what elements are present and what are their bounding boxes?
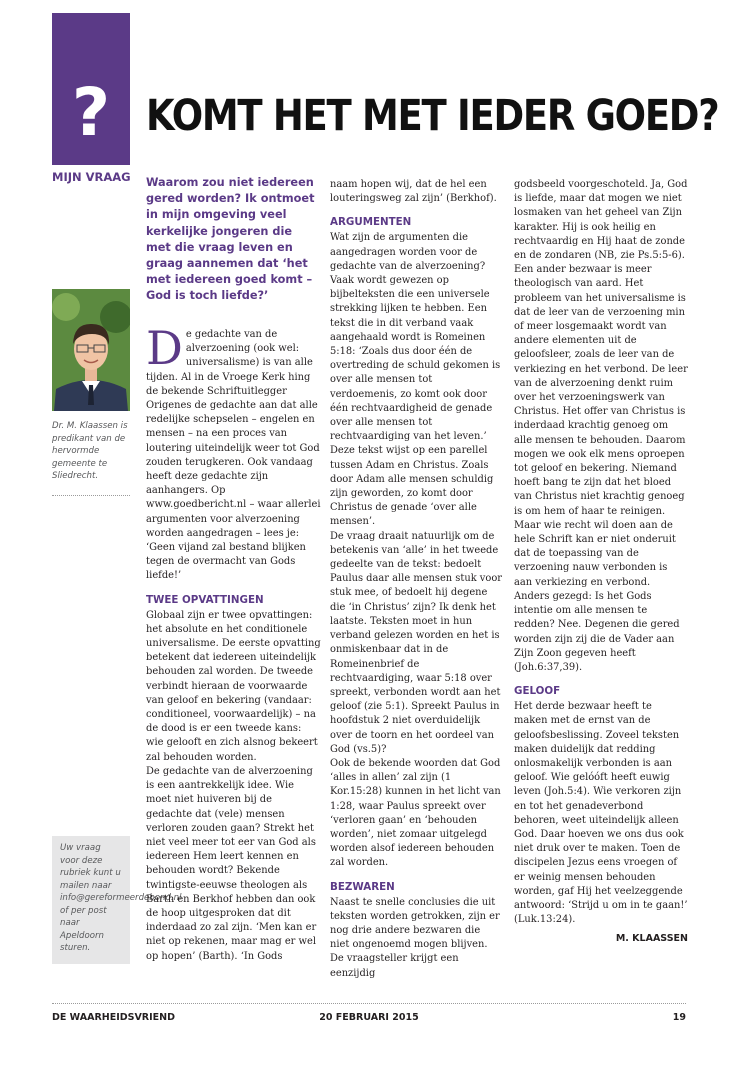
paragraph: naam hopen wij, dat de hel een louteringsweg zal zijn’ (Berkhof). (330, 179, 497, 205)
article-column-3 (514, 178, 688, 947)
mail-note-box (52, 836, 182, 964)
mail-note: Uw vraag voor deze rubriek kunt u mailen naar info@gereformeerdebond.nl of per post naar Apeldoorn sturen. (60, 843, 182, 953)
article-column-2 (330, 178, 502, 981)
article-title: KOMT HET MET IEDER GOED? (146, 91, 719, 141)
sidebar-divider (52, 495, 130, 496)
paragraph-opening: De gedachte van de alverzoening (ook wel: universalisme) is van alle tijden. Al in de Vroege Kerk hing de bekende Schriftuitlegger Origenes de gedachte aan dat alle redelijke schepselen – engelen en mensen – na een proces van loutering uiteindelijk weer tot God zouden terugkeren. Ook vandaag heeft deze gedachte zijn aanhangers. Op www.goedbericht.nl – waar allerlei argumenten voor alverzoening worden aangedragen – lees je: ‘Geen vijand zal bestand blijken tegen de overmacht van Gods liefde!’ (146, 321, 321, 582)
footer-divider (52, 1003, 686, 1004)
photo-caption: Dr. M. Klaassen is predikant van de hervormde gemeente te Sliedrecht. (52, 421, 128, 481)
heading-geloof: GELOOF (514, 685, 561, 698)
author-signature: M. KLAASSEN (615, 933, 688, 945)
paragraph: Maar wie recht wil doen aan de hele Schrift kan er niet onderuit dat de toepassing van de verzoening nauw verbonden is aan verkiezing en verbond. Anders gezegd: Is het Gods intentie om alle mensen te redden? Nee. Degenen die gered worden zijn zij die de Vader aan Zijn Zoon gegeven heeft (Joh.6:37,39). (514, 519, 680, 673)
heading-bezwaren: BEZWAREN (330, 880, 395, 893)
paragraph: Wat zijn de argumenten die aangedragen worden voor de gedachte van de alverzoening? Vaak wordt gewezen op bijbelteksten die een universele strekking lijken te hebben. Een tekst die in dit verband vaak aangehaald wordt is Romeinen 5:18: ‘Zoals dus door één de overtreding de schuld gekomen is over alle mensen tot verdoemenis, zo komt ook door één rechtvaardigheid de genade over alle mensen tot rechtvaardiging van het leven.’ Deze tekst wijst op een parellel tussen Adam en Christus. Zoals door Adam alle mensen schuldig zijn geworden, zo komt door Christus de genade ‘over alle mensen’. (330, 232, 501, 528)
page-number: 19 (672, 1012, 686, 1023)
footer-magazine: DE WAARHEIDSVRIEND (52, 1012, 175, 1023)
paragraph: Het derde bezwaar heeft te maken met de ernst van de geloofsbeslissing. Zoveel teksten maken duidelijk dat redding onlosmakelijk verbonden is aan geloof. Wie gelóóft heeft euwig leven (Joh.5:4). Wie verkoren zijn en tot het genadeverbond behoren, weet uiteindelijk alleen God. Daar hoeven we ons dus ook niet druk over te maken. Toen de discipelen Jezus eens vroegen of er weinig mensen behouden worden, gaf Hij het veelzeggende antwoord: ‘Strijd u om in te gaan!’ (Luk.13:24). (514, 701, 688, 926)
paragraph: Naast te snelle conclusies die uit teksten worden getrokken, zijn er nog drie andere bezwaren die niet ongenoemd mogen blijven. De vraagsteller krijgt een eenzijdig (330, 896, 500, 979)
drop-cap: D (146, 321, 183, 375)
heading-argumenten: ARGUMENTEN (330, 216, 412, 229)
paragraph: Globaal zijn er twee opvattingen: het absolute en het conditionele universalisme. De eerste opvatting betekent dat iedereen uiteindelijk behouden zal worden. De tweede verbindt hieraan de voorwaarde van geloof en bekering (vandaar: conditioneel, voorwaardelijk) – na de dood is er een tweede kans: wie gelooft en zich alsnog bekeert zal behouden worden. (146, 609, 321, 763)
question-mark-icon: ? (71, 74, 111, 151)
footer-date: 20 FEBRUARI 2015 (319, 1012, 419, 1023)
paragraph: Ook de bekende woorden dat God ‘alles in allen’ zal zijn (1 Kor.15:28) kunnen in het licht van 1:28, waar Paulus spreekt over ‘verloren gaan’ en ‘behouden worden’, niet zomaar uitgelegd worden alsof iedereen behouden zal worden. (330, 757, 501, 869)
intro-question: Waarom zou niet iedereen gered worden? Ik ontmoet in mijn omgeving veel kerkelijke jongeren die met die vraag leven en graag aannemen dat ‘het met iedereen goed komt – God is toch liefde?’ (146, 176, 315, 303)
rubric-label: MIJN VRAAG (52, 170, 131, 184)
question-banner (52, 13, 130, 165)
article-column-1 (146, 321, 321, 964)
paragraph: De vraag draait natuurlijk om de betekenis van ‘alle’ in het tweede gedeelte van de tekst: bedoelt Paulus daar alle mensen stuk voor stuk mee, of bedoelt hij degene die ‘in Christus’ zijn? Ik denk het laatste. Teksten moet in hun verband gelezen worden en het is onmiskenbaar dat in de Romeinenbrief de rechtvaardiging, waar 5:18 over spreekt, verbonden wordt aan het geloof (zie 5:1). Spreekt Paulus in hoofdstuk 2 niet overduidelijk over de toorn en het oordeel van God (vs.5)? (330, 530, 503, 755)
paragraph: De gedachte van de alverzoening is een aantrekkelijk idee. Wie moet niet huiveren bij de gedachte dat (vele) mensen verloren zouden gaan? Strekt het niet veel meer tot eer van God als iedereen Hem leert kennen en behouden wordt? Bekende twintigste-eeuwse theologen als Barth en Berkhof hebben dan ook de hoop uitgesproken dat dit inderdaad zo zal zijn. ‘Men kan er niet op rekenen, maar mag er wel op hopen’ (Barth). ‘In Gods (146, 765, 317, 962)
author-photo (52, 289, 130, 411)
heading-twee-opvattingen: TWEE OPVATTINGEN (146, 593, 264, 606)
paragraph: godsbeeld voorgeschoteld. Ja, God is liefde, maar dat mogen we niet losmaken van het geheel van Zijn karakter. Hij is ook heilig en rechtvaardig en Hij haat de zonde en de zondaren (NB, zie Ps.5:5-6). Een ander bezwaar is meer theologisch van aard. Het probleem van het universalisme is dat de leer van de verzoening min of meer losgemaakt wordt van andere elementen uit de geloofsleer, zoals de leer van de verkiezing en het verbond. De leer van de alverzoening denkt ruim over het verzoeningswerk van Christus. Het offer van Christus is inderdaad krachtig genoeg om alle mensen te behouden. Daarom mogen we ook elk mens oproepen tot geloof en bekering. Niemand hoeft bang te zijn dat het bloed van Christus niet krachtig genoeg is om hem of haar te reinigen. (514, 179, 688, 517)
